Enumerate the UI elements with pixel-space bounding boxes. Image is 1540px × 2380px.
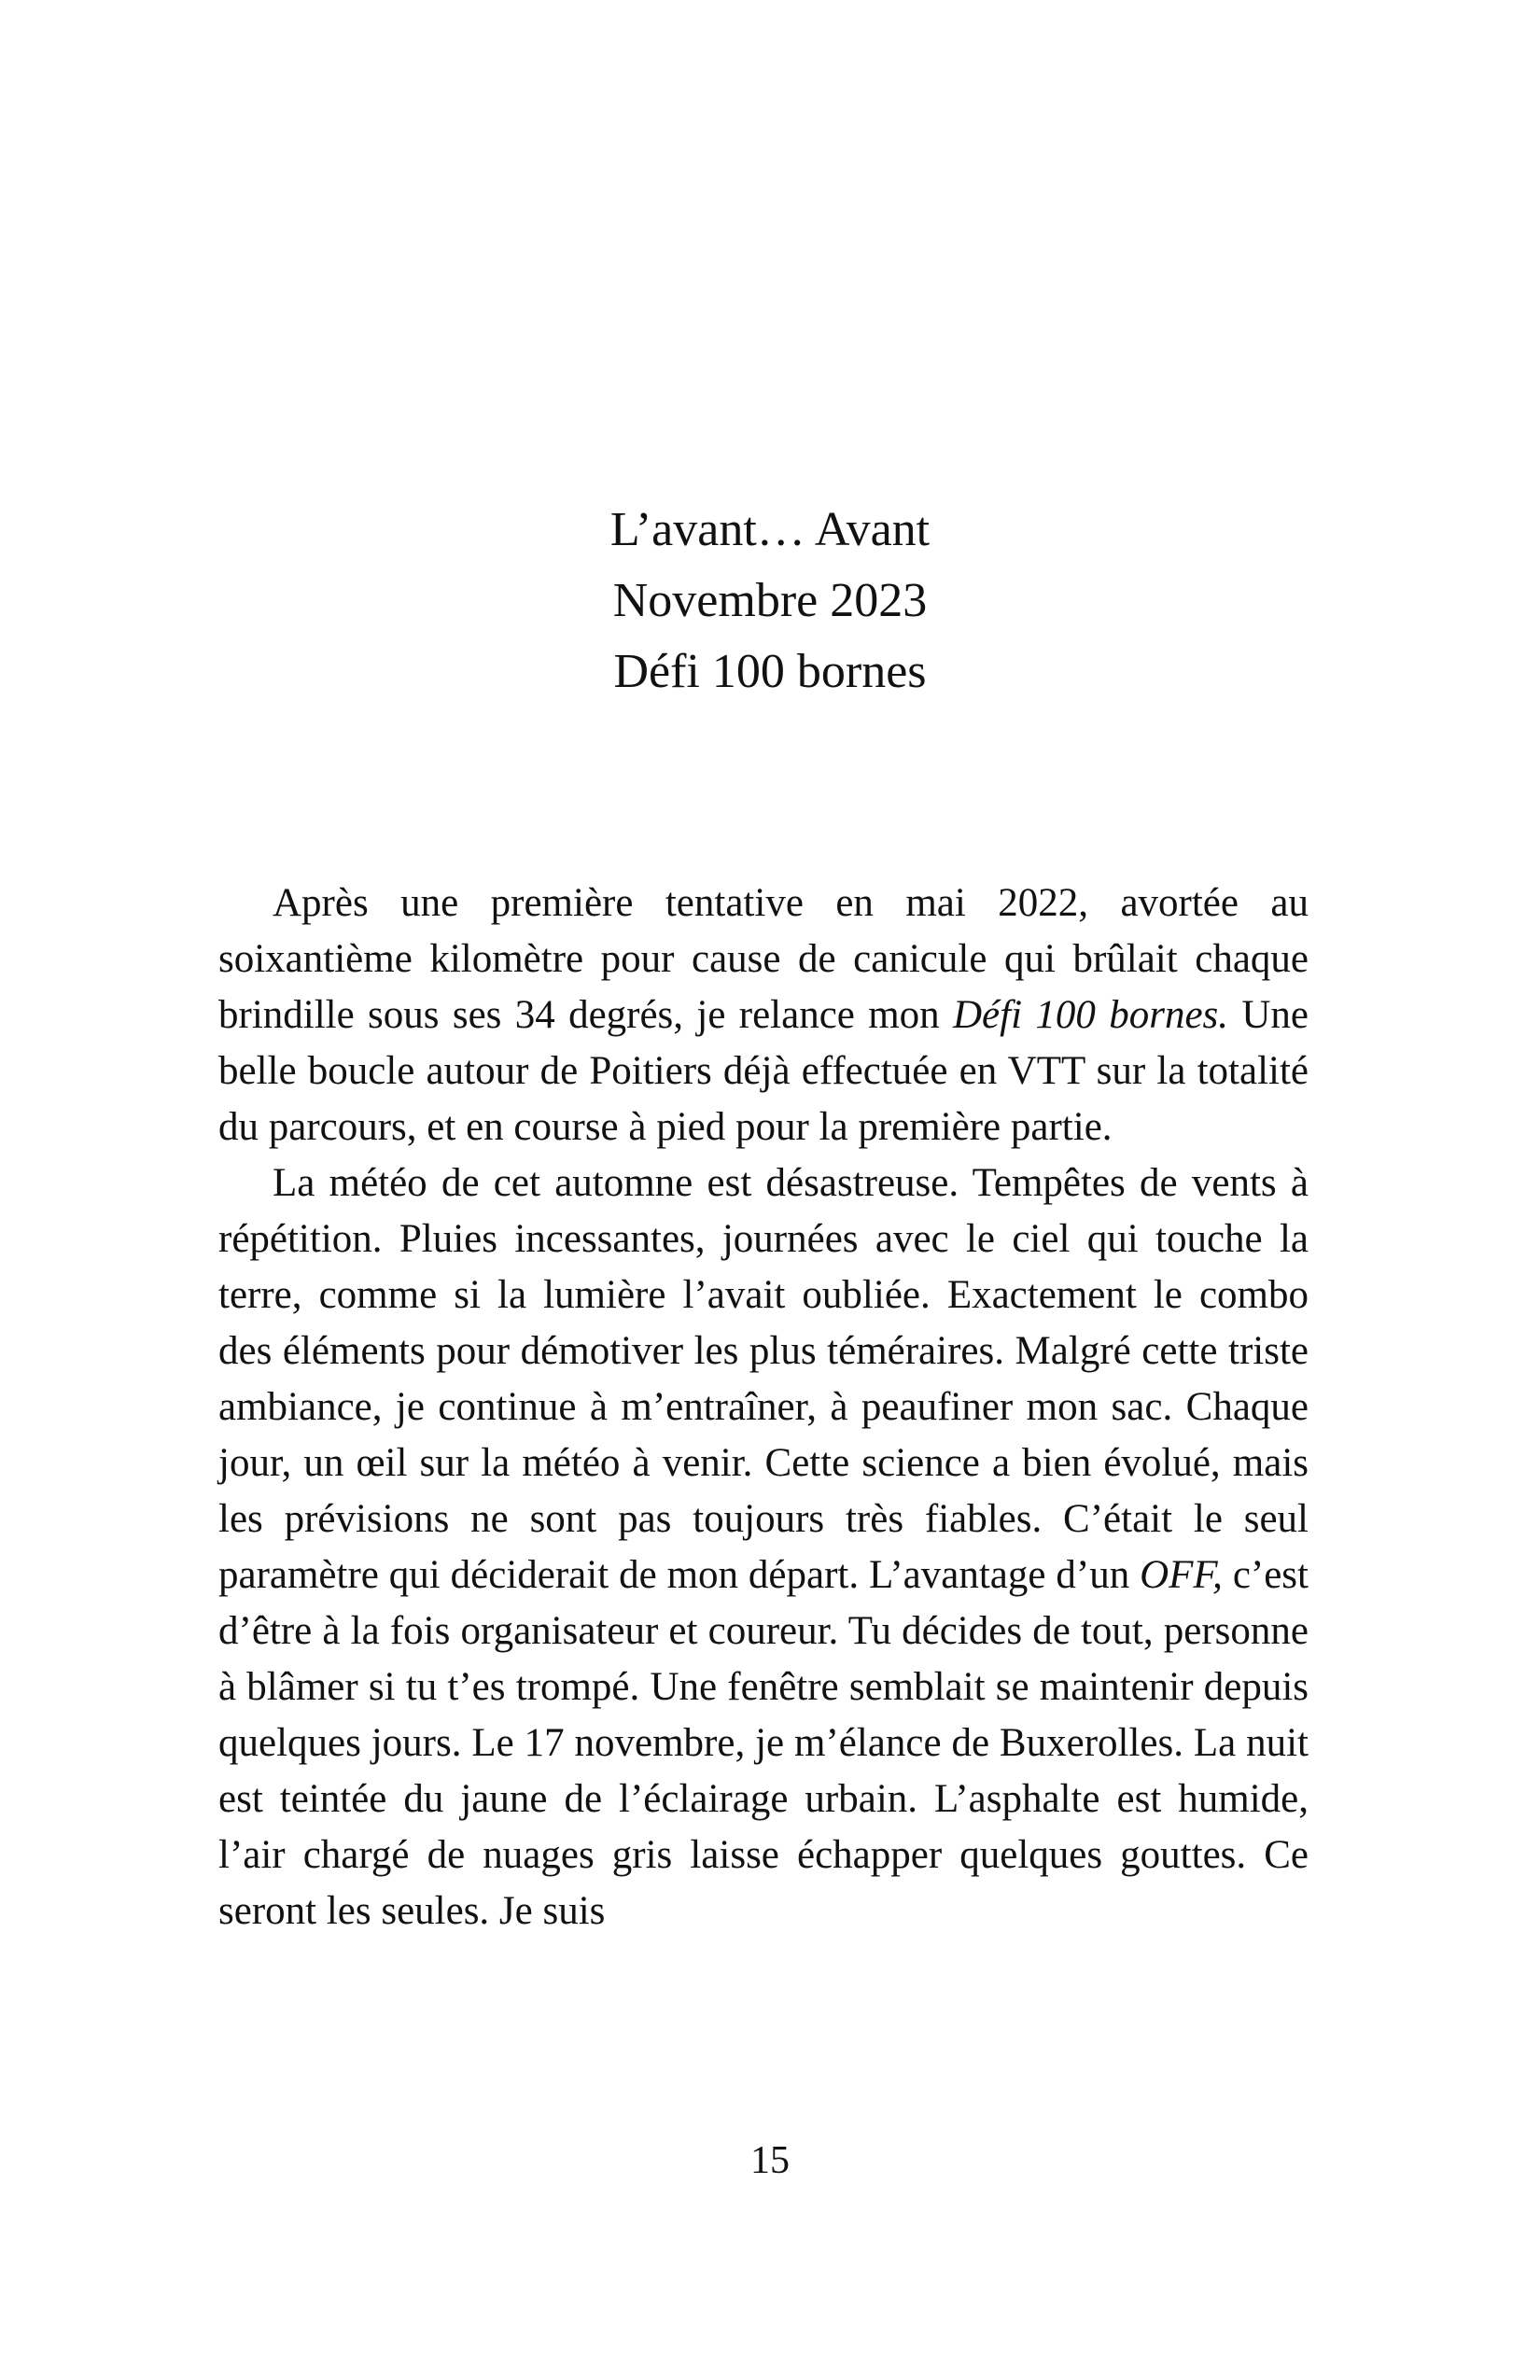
page-number: 15	[750, 2139, 790, 2182]
heading-line-1: L’avant… Avant	[609, 503, 931, 556]
paragraph-2-text-2: c’est d’être à la fois organisateur et coureur. Tu décides de tout, personne à blâmer si tu t’es trompé. Une fenêtre semblait se maintenir depuis quelques jours. Le 17 novembre, je m’élance de Buxerolles. La nuit est teintée du jaune de l’éclairage urbain. L’asphalte est humide, l’air chargé de nuages gris laisse échapper quelques gouttes. Ce seront les seules. Je suis	[218, 1553, 1309, 1933]
paragraph-2-text-1: La météo de cet automne est désastreuse. Tempêtes de vents à répétition. Pluies incessantes, journées avec le ciel qui touche la terre, comme si la lumière l’avait oubliée. Exactement le combo des éléments pour démotiver les plus téméraires. Malgré cette triste ambiance, je continue à m’entraîner, à peaufiner mon sac. Chaque jour, un œil sur la météo à venir. Cette science a bien évolué, mais les prévisions ne sont pas toujours très fiables. C’était le seul paramètre qui déciderait de mon départ. L’avantage d’un	[218, 1161, 1309, 1597]
chapter-heading	[0, 495, 1540, 707]
paragraph-2-italic-term: OFF,	[1140, 1553, 1223, 1597]
heading-line-2: Novembre 2023	[612, 574, 928, 627]
paragraph-1-italic-title: Défi 100 bornes.	[953, 993, 1229, 1037]
paragraph-1-text-1: Après une première tentative en mai 2022, avortée au soixantième kilomètre pour cause de canicule qui brûlait chaque brindille sous ses 34 degrés, je relance mon	[218, 881, 1309, 1037]
paragraph-1	[218, 875, 1309, 1155]
body-text	[218, 875, 1309, 1939]
paragraph-1-text-2: Une belle boucle autour de Poitiers déjà effectuée en VTT sur la totalité du parcours, et en course à pied pour la première partie.	[218, 993, 1309, 1149]
paragraph-2	[218, 1155, 1309, 1939]
heading-line-3: Défi 100 bornes	[613, 645, 927, 698]
